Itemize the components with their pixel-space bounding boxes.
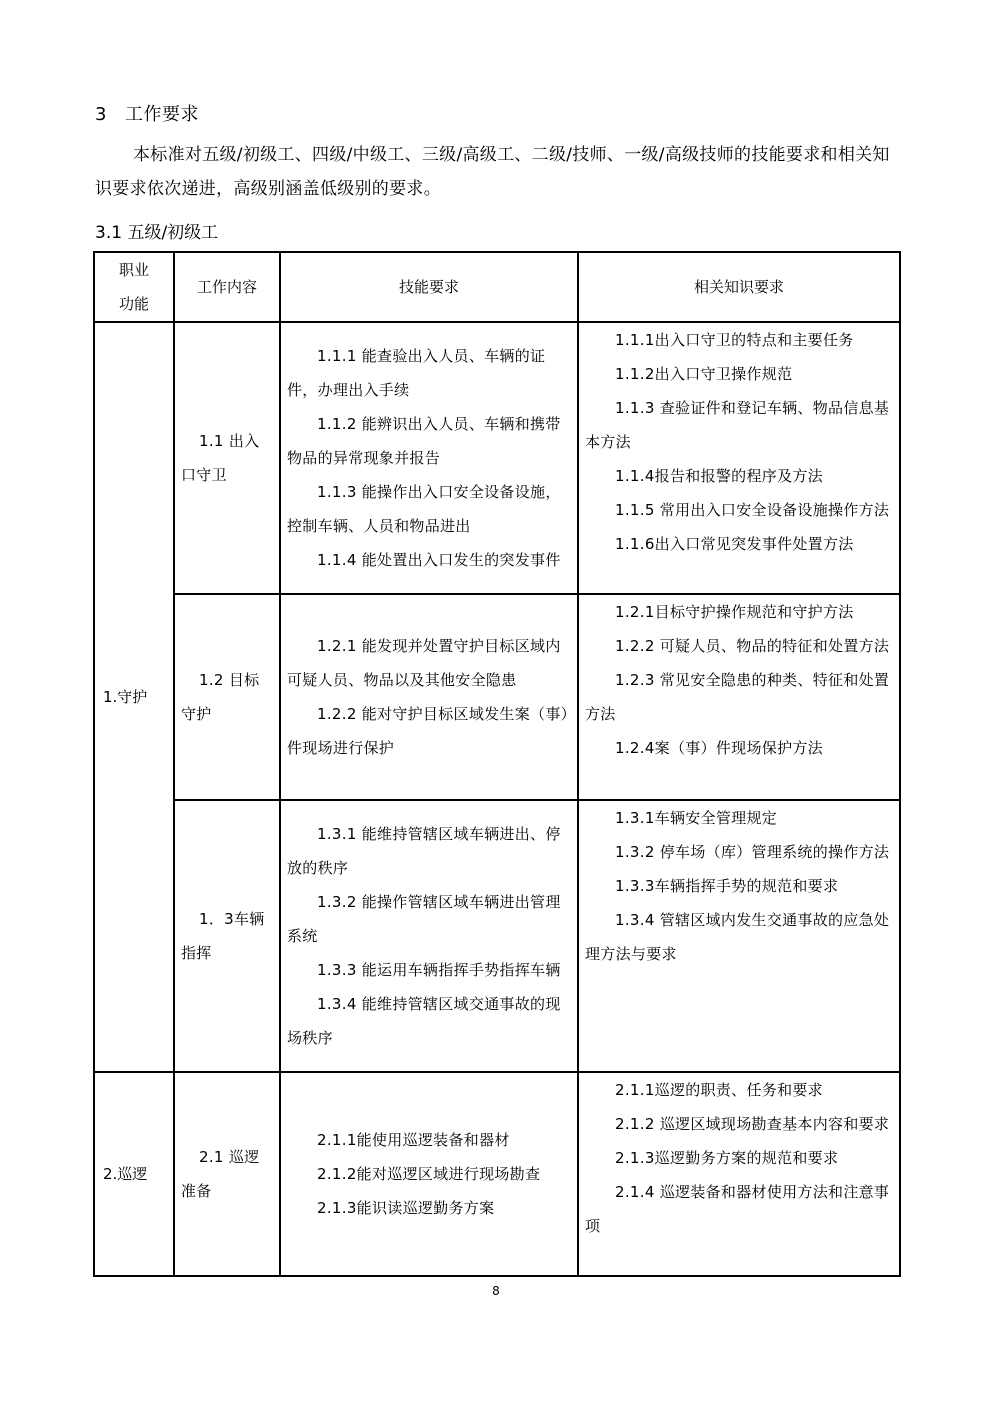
knowledge-item: 1.2.4案（事）件现场保护方法 <box>615 739 823 757</box>
knowledge-item: 1.3.2 停车场（库）管理系统的操作方法 <box>615 843 890 861</box>
table-row <box>94 800 900 1072</box>
skill-item: 1.3.1 能维持管辖区域车辆进出、停放的秩序 <box>287 825 561 877</box>
knowledge-cell <box>578 800 900 1072</box>
section-number: 3 <box>95 104 107 125</box>
skills-cell <box>280 322 578 594</box>
header-content: 工作内容 <box>174 252 280 322</box>
skill-item: 1.1.3 能操作出入口安全设备设施，控制车辆、人员和物品进出 <box>287 483 561 535</box>
work-content-text: 1.1 出入口守卫 <box>181 432 260 484</box>
skills-cell <box>280 594 578 800</box>
knowledge-item: 2.1.3巡逻勤务方案的规范和要求 <box>615 1149 839 1167</box>
knowledge-cell <box>578 1072 900 1276</box>
section-heading <box>95 100 199 126</box>
skill-item: 1.3.2 能操作管辖区域车辆进出管理系统 <box>287 893 561 945</box>
work-content-cell <box>174 594 280 800</box>
knowledge-item: 1.2.3 常见安全隐患的种类、特征和处置方法 <box>585 671 890 723</box>
work-content-text: 1．3车辆指挥 <box>181 910 265 962</box>
knowledge-item: 2.1.4 巡逻装备和器材使用方法和注意事项 <box>585 1183 890 1235</box>
knowledge-item: 1.3.4 管辖区域内发生交通事故的应急处理方法与要求 <box>585 911 890 963</box>
skill-item: 1.1.1 能查验出入人员、车辆的证件，办理出入手续 <box>287 347 546 399</box>
function-cell: 1.守护 <box>94 322 174 1072</box>
table-row <box>94 1072 900 1276</box>
section-title: 工作要求 <box>125 104 199 125</box>
knowledge-item: 2.1.2 巡逻区域现场勘查基本内容和要求 <box>615 1115 890 1133</box>
knowledge-item: 1.1.1出入口守卫的特点和主要任务 <box>615 331 854 349</box>
knowledge-cell <box>578 594 900 800</box>
skill-item: 1.3.3 能运用车辆指挥手势指挥车辆 <box>317 961 561 979</box>
intro-paragraph: 本标准对五级/初级工、四级/中级工、三级/高级工、二级/技师、一级/高级技师的技能要求和相关知识要求依次递进，高级别涵盖低级别的要求。 <box>95 145 890 199</box>
subsection-title: 3.1 五级/初级工 <box>95 223 219 243</box>
knowledge-item: 1.3.3车辆指挥手势的规范和要求 <box>615 877 839 895</box>
header-skills: 技能要求 <box>280 252 578 322</box>
knowledge-item: 1.3.1车辆安全管理规定 <box>615 809 778 827</box>
skills-cell <box>280 800 578 1072</box>
knowledge-item: 1.1.4报告和报警的程序及方法 <box>615 467 823 485</box>
skill-item: 1.3.4 能维持管辖区域交通事故的现场秩序 <box>287 995 561 1047</box>
work-content-text: 2.1 巡逻准备 <box>181 1148 260 1200</box>
table-row <box>94 322 900 594</box>
skill-item: 2.1.1能使用巡逻装备和器材 <box>317 1131 510 1149</box>
skill-item: 2.1.2能对巡逻区域进行现场勘查 <box>317 1165 541 1183</box>
knowledge-item: 1.1.5 常用出入口安全设备设施操作方法 <box>615 501 890 519</box>
knowledge-item: 1.1.6出入口常见突发事件处置方法 <box>615 535 854 553</box>
table-header-row <box>94 252 900 322</box>
knowledge-cell <box>578 322 900 594</box>
knowledge-item: 1.1.2出入口守卫操作规范 <box>615 365 793 383</box>
work-content-cell <box>174 322 280 594</box>
skill-item: 1.1.4 能处置出入口发生的突发事件 <box>317 551 561 569</box>
knowledge-item: 1.1.3 查验证件和登记车辆、物品信息基本方法 <box>585 399 890 451</box>
skill-item: 1.2.1 能发现并处置守护目标区域内可疑人员、物品以及其他安全隐患 <box>287 637 561 689</box>
function-cell: 2.巡逻 <box>94 1072 174 1276</box>
work-content-cell <box>174 800 280 1072</box>
knowledge-item: 2.1.1巡逻的职责、任务和要求 <box>615 1081 823 1099</box>
skill-item: 1.1.2 能辨识出入人员、车辆和携带物品的异常现象并报告 <box>287 415 561 467</box>
table-row <box>94 594 900 800</box>
requirements-table <box>93 251 901 1277</box>
header-function <box>94 252 174 322</box>
skill-item: 1.2.2 能对守护目标区域发生案（事）件现场进行保护 <box>287 705 569 757</box>
skill-item: 2.1.3能识读巡逻勤务方案 <box>317 1199 495 1217</box>
knowledge-item: 1.2.2 可疑人员、物品的特征和处置方法 <box>615 637 890 655</box>
work-content-text: 1.2 目标守护 <box>181 671 260 723</box>
knowledge-item: 1.2.1目标守护操作规范和守护方法 <box>615 603 854 621</box>
work-content-cell <box>174 1072 280 1276</box>
header-function-line2: 功能 <box>118 295 149 313</box>
header-knowledge: 相关知识要求 <box>578 252 900 322</box>
header-function-line1: 职业 <box>118 261 149 279</box>
skills-cell <box>280 1072 578 1276</box>
page-number: 8 <box>492 1284 500 1298</box>
